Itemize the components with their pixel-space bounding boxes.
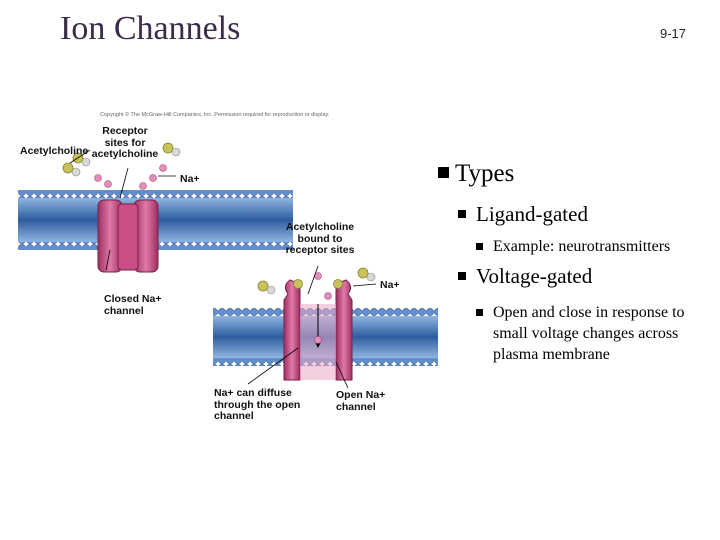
label-na-top: Na+ (180, 173, 200, 185)
bullet-ligand-gated-text: Ligand-gated (476, 202, 588, 226)
bullet-square-icon (458, 210, 466, 218)
label-na-right: Na+ (380, 279, 400, 291)
bullet-voltage-gated (458, 264, 592, 289)
bullet-example-text: Example: neurotransmitters (493, 238, 671, 255)
bullet-types-text: Types (455, 160, 515, 187)
label-acetylcholine: Acetylcholine (20, 145, 89, 157)
slide-number: 9-17 (660, 26, 687, 41)
bullet-types (438, 160, 514, 188)
label-closed-channel: Closed Na+ channel (104, 293, 162, 317)
closed-channel (98, 200, 158, 272)
bullet-square-icon (476, 309, 483, 316)
bullet-square-icon (476, 243, 483, 250)
slide-title: Ion Channels (60, 10, 241, 47)
label-open-channel: Open Na+ channel (336, 389, 386, 413)
label-ach-bound: Acetylcholine bound to receptor sites (285, 221, 355, 256)
open-channel (284, 280, 352, 380)
bullet-open-close (476, 302, 720, 365)
bullet-square-icon (438, 167, 449, 178)
label-na-diffuse: Na+ can diffuse through the open channel (214, 387, 301, 422)
label-receptor-sites: Receptor sites for acetylcholine (91, 125, 159, 160)
bullet-ligand-gated (458, 202, 588, 227)
bullet-example (476, 236, 720, 257)
bullet-square-icon (458, 272, 466, 280)
bullet-voltage-gated-text: Voltage-gated (476, 264, 593, 288)
figure-copyright: Copyright © The McGraw-Hill Companies, Inc. Permission required for reproduction or display. (100, 112, 330, 118)
bullet-open-close-text: Open and close in response to small voltage changes across plasma membrane (493, 304, 685, 363)
